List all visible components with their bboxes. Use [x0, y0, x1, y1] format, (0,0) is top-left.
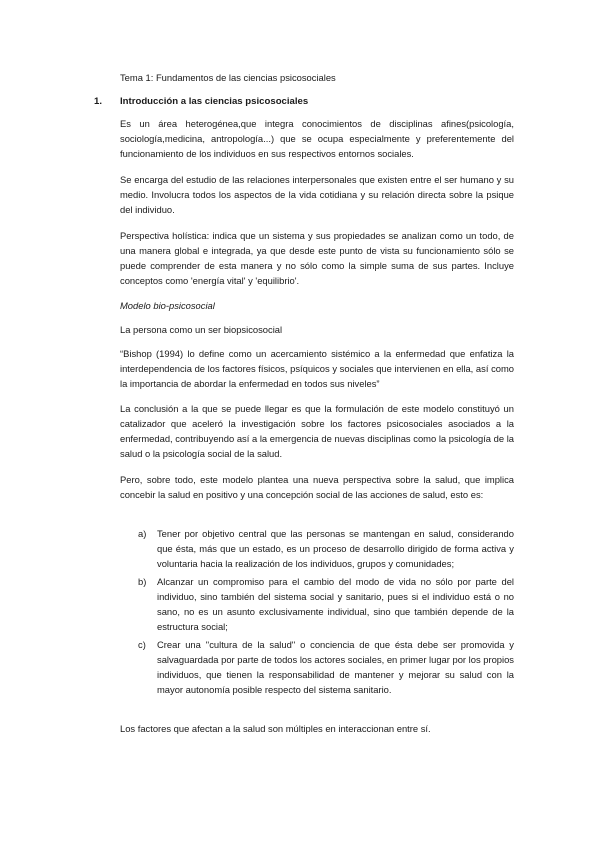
list-item [138, 574, 514, 634]
paragraph-definition: Es un área heterogénea,que integra conocimientos de disciplinas afines(psicología, sociología,medicina, antropología...) que se ocupa especialmente y preferentemente del funcionamiento de los individuos en sus respectivos entornos sociales. [120, 118, 514, 159]
paragraph-conclusion: La conclusión a la que se puede llegar es que la formulación de este modelo constituyó un catalizador que aceleró la investigación sobre los factores psicosociales asociados a la enfermedad, contribuyendo así a la emergencia de nuevas disciplinas como la psicología de la salud o la psicología social de la salud. [120, 403, 514, 459]
list-item-text: Alcanzar un compromiso para el cambio del modo de vida no sólo por parte del individuo, sino también del sistema social y sanitario, pues si el individuo está o no sano, no es un asunto exclusivamente individual, sino que también depende de la estructura social; [157, 576, 514, 632]
section-title: Introducción a las ciencias psicosociales [120, 96, 309, 107]
list-marker: c) [138, 639, 146, 650]
section-heading [94, 94, 514, 109]
paragraph-perspective: Pero, sobre todo, este modelo plantea una nueva perspectiva sobre la salud, que implica concebir la salud en positivo y una concepción social de las acciones de salud, esto es: [120, 474, 514, 500]
paragraph-holistic: Perspectiva holística: indica que un sistema y sus propiedades se analizan como un todo, de una manera global e integrada, ya que desde este punto de vista su funcionamiento sólo se puede comprender de esta manera y no sólo como la simple suma de sus partes. Incluye conceptos como 'energía vital' y 'equilibrio'. [120, 230, 514, 286]
closing-line: Los factores que afectan a la salud son múltiples en interaccionan entre sí. [120, 723, 431, 734]
topic-title: Tema 1: Fundamentos de las ciencias psicosociales [120, 72, 336, 83]
objectives-list [138, 526, 514, 700]
person-line: La persona como un ser biopsicosocial [120, 324, 283, 335]
bishop-quote: “Bishop (1994) lo define como un acercamiento sistémico a la enfermedad que enfatiza la interdependencia de los factores físicos, psíquicos y sociales que intervienen en ella, así como la importancia de abordar la enfermedad en todos sus niveles” [120, 348, 514, 389]
section-number: 1. [94, 96, 103, 107]
list-item-text: Tener por objetivo central que las personas se mantengan en salud, considerando que ésta, más que un estado, es un proceso de desarrollo dirigido de forma activa y voluntaria hacia la realización de los individuos, grupos y comunidades; [157, 528, 514, 569]
list-item [138, 637, 514, 697]
list-marker: b) [138, 576, 147, 587]
paragraph-scope: Se encarga del estudio de las relaciones interpersonales que existen entre el ser humano y su medio. Involucra todos los aspectos de la vida cotidiana y su relación directa sobre la psique del individuo. [120, 174, 514, 215]
list-marker: a) [138, 528, 147, 539]
list-item [138, 526, 514, 571]
subheading-model: Modelo bio-psicosocial [120, 300, 215, 311]
list-item-text: Crear una ''cultura de la salud'' o conciencia de que ésta debe ser promovida y salvaguardada por parte de todos los actores sociales, en primer lugar por los propios individuos, que tienen la responsabilidad de mantener y mejorar su salud con la mayor autonomía posible respecto del sistema sanitario. [157, 639, 514, 695]
